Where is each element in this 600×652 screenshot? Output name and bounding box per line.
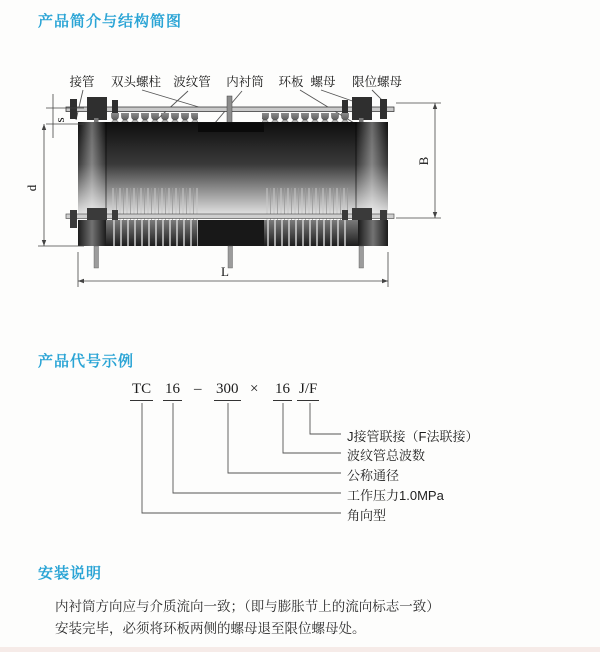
install-note-line: 内衬筒方向应与介质流向一致；（即与膨胀节上的流向标志一致） bbox=[55, 599, 440, 614]
bottom-divider-strip bbox=[0, 647, 600, 652]
code-callout-lines bbox=[0, 370, 600, 550]
callout-connection: J接管联接（F法联接） bbox=[347, 429, 479, 444]
center-stud bbox=[227, 96, 232, 126]
dim-label-L: L bbox=[221, 264, 229, 279]
code-token-connection: J/F bbox=[297, 381, 319, 401]
install-notes bbox=[55, 596, 440, 640]
structure-diagram bbox=[0, 60, 600, 330]
install-section-title: 安装说明 bbox=[38, 565, 103, 582]
code-token-type: TC bbox=[130, 381, 153, 401]
label-nut: 螺母 bbox=[310, 75, 336, 89]
code-token-waves: 16 bbox=[273, 381, 292, 401]
dim-label-s: s bbox=[52, 117, 67, 123]
callout-angular-type: 角向型 bbox=[347, 508, 387, 523]
callout-working-pressure: 工作压力1.0MPa bbox=[347, 488, 444, 503]
label-ring-plate: 环板 bbox=[278, 75, 304, 89]
code-token-times: × bbox=[250, 381, 259, 397]
label-limit-nut: 限位螺母 bbox=[351, 75, 403, 89]
label-inner-sleeve: 内衬筒 bbox=[226, 75, 264, 89]
dim-label-d: d bbox=[24, 184, 39, 192]
callout-wave-count: 波纹管总波数 bbox=[347, 448, 426, 463]
callout-nominal-diameter: 公称通径 bbox=[347, 468, 400, 483]
code-token-dash: – bbox=[194, 381, 202, 397]
code-token-pressure: 16 bbox=[163, 381, 182, 401]
dim-L bbox=[78, 252, 388, 287]
label-double-end-stud: 双头螺柱 bbox=[110, 75, 162, 89]
dim-d bbox=[38, 124, 84, 246]
dim-label-B: B bbox=[416, 156, 431, 166]
code-token-diameter: 300 bbox=[214, 381, 241, 401]
intro-section-title: 产品简介与结构简图 bbox=[38, 13, 183, 30]
install-note-line: 安装完毕，必须将环板两侧的螺母退至限位螺母处。 bbox=[55, 621, 366, 636]
code-section-title: 产品代号示例 bbox=[38, 353, 135, 370]
label-bellows: 波纹管 bbox=[173, 75, 211, 89]
shell-lower bbox=[78, 220, 388, 246]
label-connecting-pipe: 接管 bbox=[69, 75, 95, 89]
